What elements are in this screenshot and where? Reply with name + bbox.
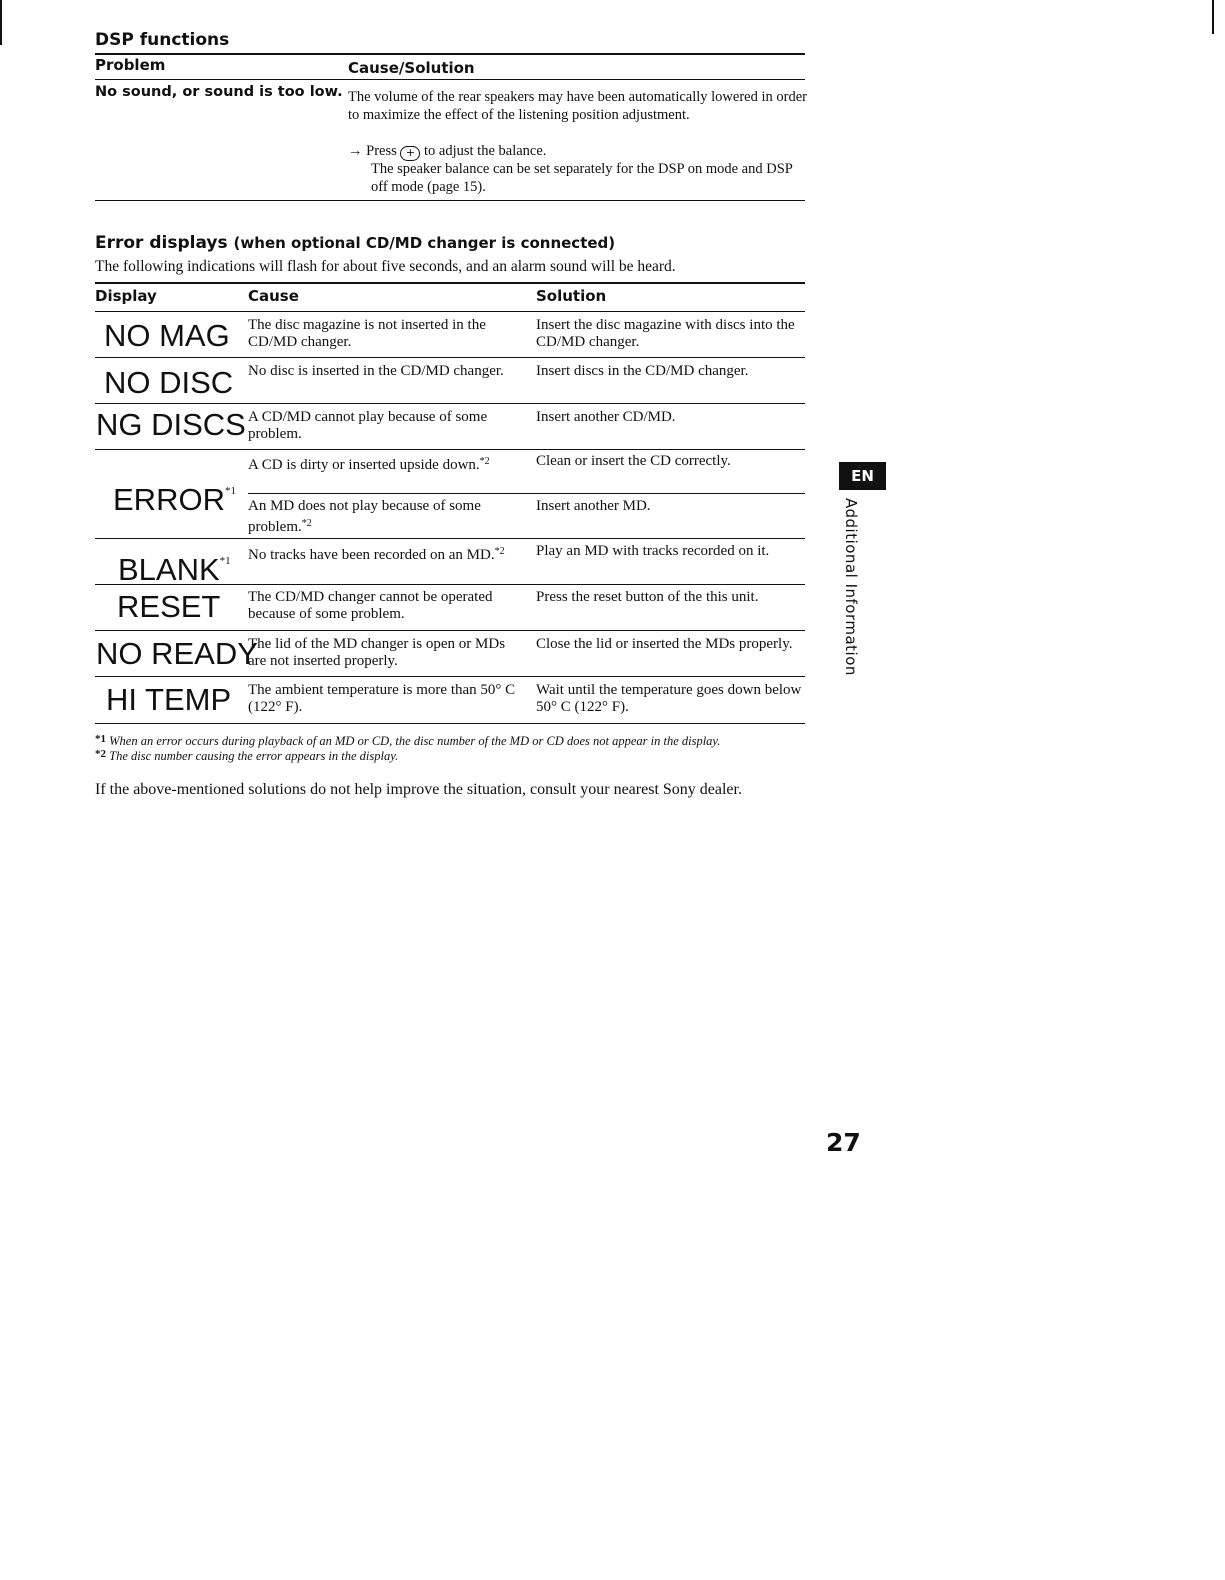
footnote-mark: *2 (494, 546, 505, 557)
dsp-press-before: Press (366, 143, 397, 159)
solution-hi-temp: Wait until the temperature goes down below 50° C (122° F). (536, 682, 802, 715)
cause-no-disc: No disc is inserted in the CD/MD changer. (248, 363, 504, 379)
footnote-mark: *2 (479, 456, 490, 467)
cause-error-md-text: An MD does not play because of some problem. (248, 498, 481, 535)
solution-no-disc: Insert discs in the CD/MD changer. (536, 363, 749, 379)
cause-blank-text: No tracks have been recorded on an MD. (248, 547, 495, 563)
footnote-2-text: The disc number causing the error appears in the display. (109, 749, 399, 763)
error-displays-title (95, 233, 615, 253)
balance-plus-button-icon: + (400, 146, 420, 161)
dsp-head-cause: Cause/Solution (348, 59, 475, 77)
display-blank (118, 545, 231, 586)
solution-error-md: Insert another MD. (536, 498, 651, 514)
dsp-top-rule (95, 53, 805, 55)
display-ng-discs: NG DISCS (96, 407, 246, 442)
footnote-2-mark: *2 (95, 748, 106, 760)
error-table-bottom-rule (95, 723, 805, 724)
cause-no-ready: The lid of the MD changer is open or MDs are not inserted properly. (248, 636, 506, 669)
dsp-note-text: The speaker balance can be set separately for the DSP on mode and DSP off mode (page 15). (371, 161, 793, 195)
footnote-1-text: When an error occurs during playback of an MD or CD, the disc number of the MD or CD does not appear in the display. (109, 734, 721, 748)
dsp-cause-text: The volume of the rear speakers may have been automatically lowered in order to maximize the effect of the listening position adjustment. (348, 89, 807, 123)
dsp-section-title: DSP functions (95, 30, 230, 50)
dsp-problem-text: No sound, or sound is too low. (95, 84, 343, 100)
error-table-top-rule (95, 282, 805, 284)
footnote-2 (95, 748, 398, 764)
solution-no-ready: Close the lid or inserted the MDs properly. (536, 636, 793, 652)
solution-error-cd: Clean or insert the CD correctly. (536, 453, 731, 469)
error-title-main: Error displays (95, 233, 228, 253)
closing-paragraph: If the above-mentioned solutions do not help improve the situation, consult your nearest Sony dealer. (95, 781, 742, 798)
arrow-icon: → (348, 143, 363, 159)
display-hi-temp: HI TEMP (106, 682, 232, 717)
cause-ng-discs: A CD/MD cannot play because of some problem. (248, 409, 488, 442)
error-head-display: Display (95, 287, 157, 305)
footnote-mark: *2 (301, 518, 312, 529)
footnote-mark: *1 (224, 485, 236, 497)
display-reset: RESET (117, 589, 221, 624)
dsp-press-after: to adjust the balance. (424, 143, 547, 159)
cause-error-cd-text: A CD is dirty or inserted upside down. (248, 457, 480, 473)
row-rule (95, 403, 805, 404)
solution-ng-discs: Insert another CD/MD. (536, 409, 676, 425)
section-side-label: Additional Information (842, 498, 860, 676)
cause-hi-temp: The ambient temperature is more than 50° C (122° F). (248, 682, 516, 715)
cause-error-md (248, 498, 523, 536)
row-rule (95, 449, 805, 450)
error-head-cause: Cause (248, 287, 299, 305)
cause-error-cd (248, 453, 523, 474)
solution-no-mag: Insert the disc magazine with discs into the CD/MD changer. (536, 317, 795, 350)
display-error-text: ERROR (113, 482, 225, 517)
display-no-ready: NO READY (96, 636, 258, 671)
display-no-mag: NO MAG (104, 318, 230, 353)
dsp-bottom-rule (95, 200, 805, 201)
scan-edge-mark-right (1212, 0, 1214, 34)
footnote-1-mark: *1 (95, 733, 106, 745)
display-error (113, 475, 236, 516)
error-intro-text: The following indications will flash for about five seconds, and an alarm sound will be heard. (95, 258, 676, 275)
error-header-rule (95, 311, 805, 312)
cause-blank (248, 543, 523, 564)
row-rule (95, 584, 805, 585)
display-blank-text: BLANK (118, 552, 220, 587)
footnote-1 (95, 733, 720, 749)
error-title-subtitle: (when optional CD/MD changer is connected) (233, 234, 616, 252)
display-no-disc: NO DISC (104, 365, 234, 400)
cause-no-mag: The disc magazine is not inserted in the CD/MD changer. (248, 317, 486, 350)
solution-blank: Play an MD with tracks recorded on it. (536, 543, 770, 559)
language-tab: EN (839, 462, 886, 490)
row-subrule (248, 493, 805, 494)
page-number: 27 (826, 1128, 861, 1157)
footnote-mark: *1 (219, 555, 231, 567)
row-rule (95, 538, 805, 539)
row-rule (95, 357, 805, 358)
row-rule (95, 630, 805, 631)
dsp-head-problem: Problem (95, 56, 166, 74)
dsp-instruction (348, 142, 808, 161)
cause-reset: The CD/MD changer cannot be operated because of some problem. (248, 589, 493, 622)
error-head-solution: Solution (536, 287, 607, 305)
solution-reset: Press the reset button of the this unit. (536, 589, 759, 605)
scan-edge-mark-left (0, 0, 2, 45)
row-rule (95, 676, 805, 677)
dsp-header-rule (95, 79, 805, 80)
